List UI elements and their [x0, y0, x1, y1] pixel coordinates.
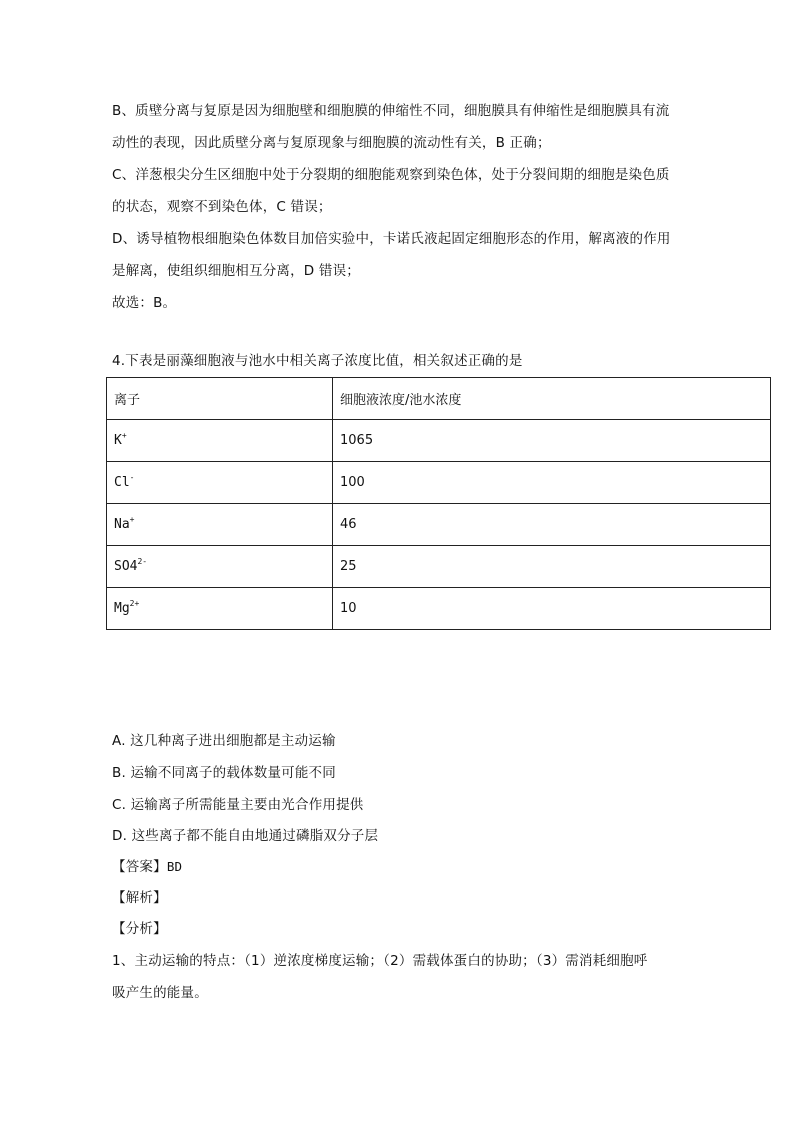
ion-cell	[107, 546, 333, 588]
table-header-row	[107, 378, 771, 420]
analysis-line-1: 1、主动运输的特点：（1）逆浓度梯度运输；（2）需载体蛋白的协助；（3）需消耗细胞呼	[112, 953, 648, 969]
ion-symbol: Mg	[114, 601, 130, 616]
header-ion: 离子	[107, 378, 333, 420]
conclusion-line: 故选：B。	[112, 295, 177, 311]
answer-line	[112, 858, 182, 876]
analysis-label: 【解析】	[112, 890, 167, 906]
ion-symbol: K	[114, 433, 122, 448]
question-stem: 4.下表是丽藻细胞液与池水中相关离子浓度比值，相关叙述正确的是	[112, 353, 523, 369]
ion-charge: 2+	[129, 599, 140, 608]
answer-value: BD	[166, 859, 183, 874]
ratio-cell: 10	[333, 588, 771, 630]
explanation-line-6: 是解离，使组织细胞相互分离，D 错误；	[112, 263, 360, 279]
explanation-line-4: 的状态，观察不到染色体，C 错误；	[112, 199, 332, 215]
explanation-line-5: D、诱导植物根细胞染色体数目加倍实验中，卡诺氏液起固定细胞形态的作用，解离液的作用	[112, 231, 671, 247]
ion-symbol: Cl	[114, 475, 130, 490]
ion-cell	[107, 504, 333, 546]
ratio-cell: 46	[333, 504, 771, 546]
option-a: A. 这几种离子进出细胞都是主动运输	[112, 733, 336, 749]
option-c: C. 运输离子所需能量主要由光合作用提供	[112, 797, 364, 813]
analysis-sub-label: 【分析】	[112, 921, 167, 937]
explanation-line-2: 动性的表现，因此质壁分离与复原现象与细胞膜的流动性有关，B 正确；	[112, 135, 551, 151]
table-row	[107, 588, 771, 630]
ratio-cell: 1065	[333, 420, 771, 462]
ion-charge: 2-	[137, 557, 148, 566]
ion-charge: +	[129, 515, 135, 524]
header-ratio: 细胞液浓度/池水浓度	[333, 378, 771, 420]
ion-cell	[107, 462, 333, 504]
answer-label: 【答案】	[112, 859, 167, 875]
table-row	[107, 546, 771, 588]
ion-charge: -	[129, 473, 135, 482]
table-row	[107, 420, 771, 462]
ratio-cell: 100	[333, 462, 771, 504]
ion-ratio-table	[106, 377, 771, 630]
option-b: B. 运输不同离子的载体数量可能不同	[112, 765, 336, 781]
analysis-line-2: 吸产生的能量。	[112, 985, 208, 1001]
table-row	[107, 504, 771, 546]
ion-cell	[107, 420, 333, 462]
ion-symbol: Na	[114, 517, 130, 532]
explanation-line-3: C、洋葱根尖分生区细胞中处于分裂期的细胞能观察到染色体，处于分裂间期的细胞是染色质	[112, 167, 670, 183]
ion-symbol: SO4	[114, 559, 138, 574]
ion-cell	[107, 588, 333, 630]
ratio-cell: 25	[333, 546, 771, 588]
explanation-line-1: B、质壁分离与复原是因为细胞壁和细胞膜的伸缩性不同，细胞膜具有伸缩性是细胞膜具有流	[112, 103, 670, 119]
table-row	[107, 462, 771, 504]
option-d: D. 这些离子都不能自由地通过磷脂双分子层	[112, 828, 379, 844]
ion-charge: +	[121, 431, 127, 440]
